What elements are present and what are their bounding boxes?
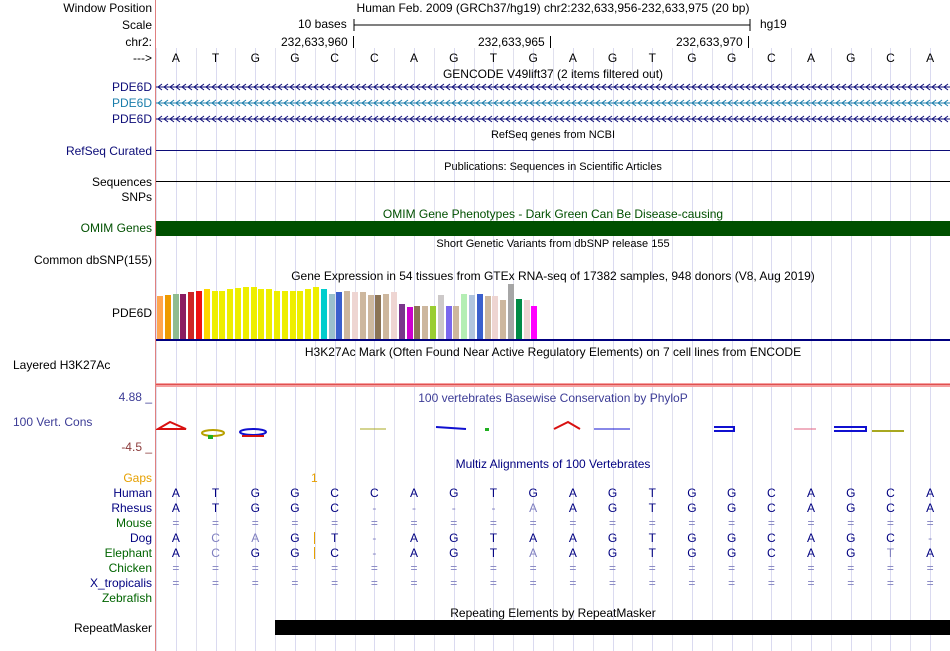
aligned-base: =: [331, 561, 339, 575]
aligned-base: A: [171, 501, 180, 515]
aligned-base: =: [926, 576, 934, 590]
aligned-base: =: [609, 576, 617, 590]
track-label-gencode-1[interactable]: PDE6D: [111, 80, 152, 94]
insertion-marker: [314, 532, 315, 544]
track-label-gencode-2[interactable]: PDE6D: [111, 96, 152, 110]
aligned-base: T: [886, 546, 895, 560]
aligned-base: =: [450, 516, 458, 530]
reference-base: G: [250, 51, 260, 65]
aligned-base: =: [847, 516, 855, 530]
reference-base: G: [726, 51, 737, 65]
aligned-base: T: [648, 531, 656, 545]
aligned-base: =: [569, 576, 577, 590]
aligned-base: =: [807, 561, 815, 575]
aligned-base: =: [212, 576, 220, 590]
track-label-snps[interactable]: SNPs: [121, 190, 152, 204]
species-label-zebrafish[interactable]: Zebrafish: [101, 591, 152, 605]
dbsnp-title: Short Genetic Variants from dbSNP release 155: [436, 238, 670, 250]
omim-title: OMIM Gene Phenotypes - Dark Green Can Be Disease-causing: [382, 207, 724, 221]
aligned-base: G: [687, 486, 697, 500]
aligned-base: A: [171, 486, 180, 500]
aligned-base: G: [290, 546, 300, 560]
aligned-base: A: [568, 531, 577, 545]
aligned-base: A: [529, 546, 538, 560]
aligned-base: =: [688, 576, 696, 590]
species-alignment-row: [156, 486, 950, 500]
track-label-omim[interactable]: OMIM Genes: [80, 221, 152, 235]
reference-base: G: [528, 51, 538, 65]
aligned-base: =: [688, 516, 696, 530]
aligned-base: =: [370, 516, 378, 530]
aligned-base: C: [370, 486, 379, 500]
reference-base: A: [807, 51, 816, 65]
aligned-base: A: [926, 486, 935, 500]
aligned-base: -: [372, 531, 377, 545]
aligned-base: =: [489, 516, 497, 530]
aligned-base: =: [251, 576, 259, 590]
aligned-base: A: [171, 531, 180, 545]
aligned-base: -: [372, 501, 377, 515]
species-label-rhesus[interactable]: Rhesus: [111, 501, 152, 515]
reference-base: C: [370, 51, 379, 65]
aligned-base: C: [330, 501, 339, 515]
refseq-title: RefSeq genes from NCBI: [490, 129, 616, 141]
aligned-base: A: [410, 531, 419, 545]
aligned-base: C: [767, 501, 776, 515]
aligned-base: C: [886, 531, 895, 545]
aligned-base: =: [648, 576, 656, 590]
aligned-base: -: [372, 546, 377, 560]
species-alignment-row: [156, 516, 950, 530]
species-label-human[interactable]: Human: [113, 486, 152, 500]
aligned-base: A: [807, 531, 816, 545]
aligned-base: T: [489, 546, 498, 560]
aligned-base: A: [410, 486, 419, 500]
aligned-base: C: [767, 531, 776, 545]
aligned-base: T: [648, 486, 656, 500]
aligned-base: =: [331, 576, 339, 590]
aligned-base: G: [846, 501, 856, 515]
aligned-base: A: [529, 531, 538, 545]
multiz-title: Multiz Alignments of 100 Vertebrates: [455, 457, 651, 471]
species-alignment-row: [156, 591, 950, 605]
aligned-base: -: [412, 501, 417, 515]
aligned-base: =: [291, 516, 299, 530]
multiz-gap-marker: 1: [311, 471, 318, 485]
aligned-base: =: [489, 576, 497, 590]
species-label-mouse[interactable]: Mouse: [115, 516, 152, 530]
aligned-base: G: [687, 531, 697, 545]
aligned-base: G: [687, 501, 697, 515]
reference-base: A: [926, 51, 935, 65]
position-label-3: 232,633,970: [676, 35, 743, 49]
reference-base: G: [449, 51, 459, 65]
window-position-label: Window Position: [63, 1, 152, 15]
reference-base: T: [211, 51, 220, 65]
aligned-base: =: [807, 576, 815, 590]
aligned-base: G: [726, 501, 737, 515]
scale-label: Scale: [121, 18, 152, 32]
position-label-2: 232,633,965: [478, 35, 545, 49]
track-label-sequences[interactable]: Sequences: [91, 175, 152, 189]
multiz-alignment-block[interactable]: [156, 0, 950, 651]
reference-base: A: [171, 51, 180, 65]
aligned-base: T: [330, 531, 339, 545]
aligned-base: A: [568, 546, 577, 560]
aligned-base: =: [847, 576, 855, 590]
aligned-base: T: [648, 546, 656, 560]
gtex-title: Gene Expression in 54 tissues from GTEx RNA-seq of 17382 samples, 948 donors (V8, Aug 2019): [291, 269, 815, 283]
aligned-base: =: [251, 561, 259, 575]
aligned-base: G: [687, 546, 697, 560]
aligned-base: A: [568, 486, 577, 500]
aligned-base: C: [886, 501, 895, 515]
aligned-base: G: [846, 486, 856, 500]
track-label-gencode-3[interactable]: PDE6D: [111, 112, 152, 126]
aligned-base: =: [886, 516, 894, 530]
publications-title: Publications: Sequences in Scientific Articles: [444, 161, 662, 173]
phylop-max-label: 4.88 _: [118, 390, 152, 404]
chrom-label: chr2:: [125, 35, 152, 49]
aligned-base: =: [251, 516, 259, 530]
aligned-base: G: [726, 531, 737, 545]
track-label-gtex[interactable]: PDE6D: [111, 306, 152, 320]
phylop-min-label: -4.5 _: [121, 440, 152, 454]
aligned-base: T: [489, 486, 498, 500]
gencode-title: GENCODE V49lift37 (2 items filtered out): [442, 67, 664, 81]
aligned-base: =: [569, 561, 577, 575]
aligned-base: G: [250, 501, 260, 515]
species-label-elephant[interactable]: Elephant: [104, 546, 152, 560]
track-label-dbsnp[interactable]: Common dbSNP(155): [33, 253, 152, 267]
aligned-base: =: [291, 561, 299, 575]
aligned-base: G: [449, 546, 459, 560]
species-alignment-row: [156, 546, 950, 560]
aligned-base: G: [290, 486, 300, 500]
species-alignment-row: [156, 576, 950, 590]
aligned-base: G: [449, 531, 459, 545]
aligned-base: =: [172, 576, 180, 590]
reference-base: G: [687, 51, 697, 65]
reference-base: A: [568, 51, 577, 65]
repeatmasker-title: Repeating Elements by RepeatMasker: [450, 606, 656, 620]
aligned-base: =: [728, 516, 736, 530]
reference-base: C: [886, 51, 895, 65]
aligned-base: A: [568, 501, 577, 515]
aligned-base: =: [172, 516, 180, 530]
aligned-base: C: [767, 486, 776, 500]
reference-base: C: [330, 51, 339, 65]
species-alignment-row: [156, 531, 950, 545]
aligned-base: =: [410, 516, 418, 530]
aligned-base: C: [767, 546, 776, 560]
aligned-base: =: [291, 576, 299, 590]
aligned-base: G: [846, 531, 856, 545]
aligned-base: G: [607, 486, 618, 500]
aligned-base: T: [489, 531, 498, 545]
aligned-base: G: [290, 501, 300, 515]
species-label-chicken[interactable]: Chicken: [108, 561, 152, 575]
strand-label: --->: [133, 51, 152, 65]
aligned-base: =: [212, 516, 220, 530]
reference-base: T: [648, 51, 656, 65]
aligned-base: =: [331, 516, 339, 530]
track-labels-panel: [0, 0, 155, 651]
species-label-xtropicalis[interactable]: X_tropicalis: [89, 576, 152, 590]
aligned-base: A: [171, 546, 180, 560]
aligned-base: =: [529, 516, 537, 530]
aligned-base: =: [926, 516, 934, 530]
track-label-repeatmasker[interactable]: RepeatMasker: [73, 621, 152, 635]
tracks-data-panel[interactable]: [156, 0, 950, 651]
aligned-base: =: [450, 576, 458, 590]
aligned-base: =: [648, 561, 656, 575]
aligned-base: =: [529, 576, 537, 590]
position-label-1: 232,633,960: [281, 35, 348, 49]
window-position-text: Human Feb. 2009 (GRCh37/hg19) chr2:232,633,956-232,633,975 (20 bp): [356, 1, 750, 15]
aligned-base: =: [926, 561, 934, 575]
aligned-base: A: [807, 501, 816, 515]
multiz-gaps-label: Gaps: [123, 471, 152, 485]
aligned-base: T: [211, 486, 220, 500]
aligned-base: C: [211, 531, 220, 545]
aligned-base: -: [451, 501, 456, 515]
aligned-base: C: [330, 486, 339, 500]
aligned-base: A: [807, 486, 816, 500]
aligned-base: A: [926, 546, 935, 560]
aligned-base: =: [212, 561, 220, 575]
aligned-base: G: [726, 486, 737, 500]
reference-base: G: [290, 51, 300, 65]
scale-assembly: hg19: [760, 17, 787, 31]
aligned-base: G: [250, 546, 260, 560]
species-alignment-row: [156, 561, 950, 575]
aligned-base: =: [609, 561, 617, 575]
aligned-base: G: [607, 531, 618, 545]
aligned-base: C: [330, 546, 339, 560]
species-alignment-row: [156, 501, 950, 515]
aligned-base: =: [370, 576, 378, 590]
aligned-base: =: [767, 576, 775, 590]
aligned-base: T: [211, 501, 220, 515]
h3k27ac-title: H3K27Ac Mark (Often Found Near Active Regulatory Elements) on 7 cell lines from ENCODE: [304, 345, 802, 359]
reference-base: C: [767, 51, 776, 65]
aligned-base: =: [807, 516, 815, 530]
aligned-base: =: [529, 561, 537, 575]
aligned-base: C: [886, 486, 895, 500]
track-label-phylop[interactable]: 100 Vert. Cons: [13, 415, 93, 429]
aligned-base: A: [529, 501, 538, 515]
aligned-base: G: [846, 546, 856, 560]
aligned-base: =: [609, 516, 617, 530]
aligned-base: =: [886, 576, 894, 590]
aligned-base: G: [449, 486, 459, 500]
track-label-refseq[interactable]: RefSeq Curated: [65, 144, 152, 158]
reference-base: G: [607, 51, 618, 65]
aligned-base: =: [728, 576, 736, 590]
aligned-base: =: [410, 576, 418, 590]
aligned-base: =: [728, 561, 736, 575]
reference-base: A: [410, 51, 419, 65]
aligned-base: =: [767, 561, 775, 575]
aligned-base: A: [926, 501, 935, 515]
aligned-base: A: [251, 531, 260, 545]
aligned-base: =: [410, 561, 418, 575]
aligned-base: =: [489, 561, 497, 575]
aligned-base: =: [172, 561, 180, 575]
insertion-marker: [314, 547, 315, 559]
phylop-title: 100 vertebrates Basewise Conservation by PhyloP: [418, 391, 688, 405]
aligned-base: G: [528, 486, 538, 500]
aligned-base: =: [767, 516, 775, 530]
reference-base: G: [846, 51, 856, 65]
aligned-base: G: [607, 501, 618, 515]
aligned-base: =: [886, 561, 894, 575]
aligned-base: A: [807, 546, 816, 560]
aligned-base: T: [648, 501, 656, 515]
aligned-base: A: [410, 546, 419, 560]
repeatmasker-element[interactable]: [275, 620, 950, 635]
aligned-base: -: [928, 531, 933, 545]
aligned-base: =: [450, 561, 458, 575]
aligned-base: =: [847, 561, 855, 575]
aligned-base: G: [726, 546, 737, 560]
scale-text: 10 bases: [298, 17, 347, 31]
aligned-base: =: [569, 516, 577, 530]
aligned-base: =: [688, 561, 696, 575]
aligned-base: =: [648, 516, 656, 530]
aligned-base: C: [211, 546, 220, 560]
aligned-base: =: [370, 561, 378, 575]
aligned-base: G: [250, 486, 260, 500]
aligned-base: G: [290, 531, 300, 545]
reference-base: T: [489, 51, 498, 65]
aligned-base: -: [491, 501, 496, 515]
track-label-h3k27ac[interactable]: Layered H3K27Ac: [13, 358, 111, 372]
species-label-dog[interactable]: Dog: [129, 531, 152, 545]
aligned-base: G: [607, 546, 618, 560]
